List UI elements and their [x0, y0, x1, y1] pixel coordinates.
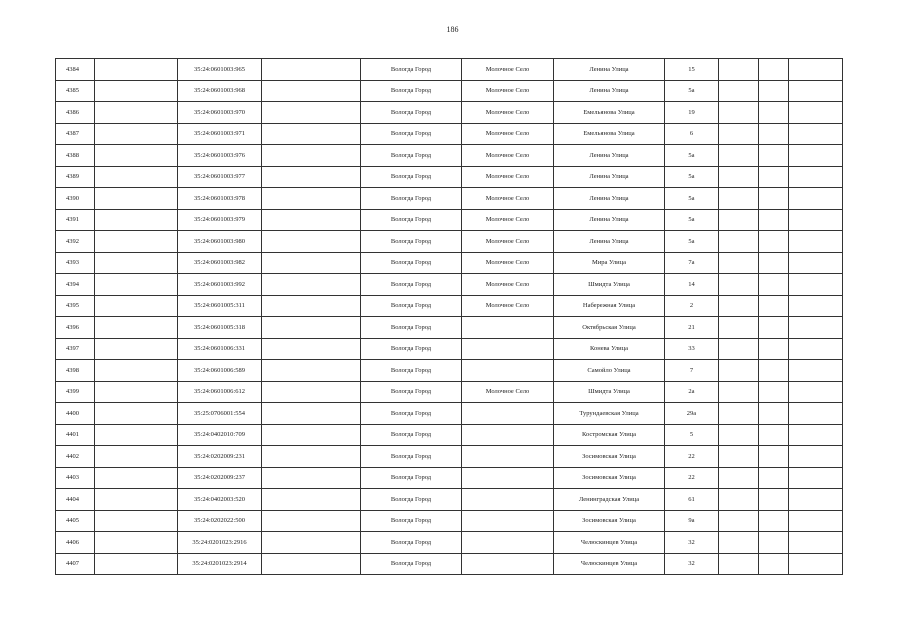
- row-number: 4387: [56, 123, 95, 145]
- empty-cell: [262, 424, 361, 446]
- empty-cell: [719, 360, 759, 382]
- street-cell: Емельянова Улица: [554, 123, 665, 145]
- empty-cell: [759, 317, 789, 339]
- locality-cell: Молочное Село: [462, 145, 554, 167]
- empty-cell: [95, 467, 178, 489]
- table-row: [56, 123, 843, 145]
- city-cell: Вологда Город: [361, 59, 462, 81]
- cadastral-number: 35:24:0601003:977: [178, 166, 262, 188]
- empty-cell: [759, 489, 789, 511]
- empty-cell: [789, 209, 843, 231]
- cadastral-number: 35:24:0601005:318: [178, 317, 262, 339]
- empty-cell: [95, 489, 178, 511]
- empty-cell: [759, 338, 789, 360]
- empty-cell: [789, 59, 843, 81]
- street-cell: Набережная Улица: [554, 295, 665, 317]
- empty-cell: [789, 317, 843, 339]
- locality-cell: Молочное Село: [462, 295, 554, 317]
- empty-cell: [719, 59, 759, 81]
- street-cell: Шмидта Улица: [554, 274, 665, 296]
- street-cell: Челюскинцев Улица: [554, 532, 665, 554]
- empty-cell: [95, 274, 178, 296]
- row-number: 4388: [56, 145, 95, 167]
- cadastral-number: 35:24:0601003:971: [178, 123, 262, 145]
- street-cell: Октябрьская Улица: [554, 317, 665, 339]
- row-number: 4399: [56, 381, 95, 403]
- city-cell: Вологда Город: [361, 338, 462, 360]
- empty-cell: [719, 145, 759, 167]
- city-cell: Вологда Город: [361, 80, 462, 102]
- empty-cell: [262, 166, 361, 188]
- row-number: 4406: [56, 532, 95, 554]
- table-row: [56, 467, 843, 489]
- table-row: [56, 424, 843, 446]
- cadastral-number: 35:24:0601003:978: [178, 188, 262, 210]
- house-cell: 15: [665, 59, 719, 81]
- cadastral-number: 35:24:0601003:979: [178, 209, 262, 231]
- empty-cell: [759, 424, 789, 446]
- street-cell: Конева Улица: [554, 338, 665, 360]
- street-cell: Ленинградская Улица: [554, 489, 665, 511]
- cadastral-number: 35:24:0201023:2914: [178, 553, 262, 575]
- empty-cell: [95, 145, 178, 167]
- empty-cell: [95, 59, 178, 81]
- locality-cell: Молочное Село: [462, 102, 554, 124]
- cadastral-number: 35:24:0601006:331: [178, 338, 262, 360]
- empty-cell: [262, 510, 361, 532]
- cadastral-number: 35:25:0706001:554: [178, 403, 262, 425]
- house-cell: 19: [665, 102, 719, 124]
- empty-cell: [262, 123, 361, 145]
- empty-cell: [262, 446, 361, 468]
- house-cell: 33: [665, 338, 719, 360]
- city-cell: Вологда Город: [361, 252, 462, 274]
- locality-cell: Молочное Село: [462, 274, 554, 296]
- street-cell: Ленина Улица: [554, 145, 665, 167]
- empty-cell: [719, 446, 759, 468]
- city-cell: Вологда Город: [361, 446, 462, 468]
- empty-cell: [789, 274, 843, 296]
- row-number: 4407: [56, 553, 95, 575]
- city-cell: Вологда Город: [361, 231, 462, 253]
- empty-cell: [759, 59, 789, 81]
- locality-cell: [462, 446, 554, 468]
- empty-cell: [719, 123, 759, 145]
- empty-cell: [262, 80, 361, 102]
- cadastral-number: 35:24:0601005:311: [178, 295, 262, 317]
- empty-cell: [262, 231, 361, 253]
- cadastral-number: 35:24:0601006:589: [178, 360, 262, 382]
- empty-cell: [759, 231, 789, 253]
- table-row: [56, 252, 843, 274]
- empty-cell: [719, 209, 759, 231]
- row-number: 4395: [56, 295, 95, 317]
- row-number: 4394: [56, 274, 95, 296]
- empty-cell: [95, 188, 178, 210]
- empty-cell: [759, 510, 789, 532]
- table-row: [56, 360, 843, 382]
- empty-cell: [95, 424, 178, 446]
- locality-cell: [462, 510, 554, 532]
- city-cell: Вологда Город: [361, 489, 462, 511]
- house-cell: 2: [665, 295, 719, 317]
- empty-cell: [262, 252, 361, 274]
- locality-cell: Молочное Село: [462, 123, 554, 145]
- empty-cell: [789, 295, 843, 317]
- cadastral-number: 35:24:0202022:500: [178, 510, 262, 532]
- street-cell: Мира Улица: [554, 252, 665, 274]
- locality-cell: [462, 360, 554, 382]
- empty-cell: [759, 166, 789, 188]
- locality-cell: Молочное Село: [462, 59, 554, 81]
- house-cell: 22: [665, 446, 719, 468]
- empty-cell: [719, 317, 759, 339]
- street-cell: Костромская Улица: [554, 424, 665, 446]
- table-row: [56, 510, 843, 532]
- empty-cell: [719, 338, 759, 360]
- street-cell: Шмидта Улица: [554, 381, 665, 403]
- empty-cell: [759, 381, 789, 403]
- street-cell: Ленина Улица: [554, 59, 665, 81]
- empty-cell: [759, 403, 789, 425]
- row-number: 4401: [56, 424, 95, 446]
- locality-cell: [462, 532, 554, 554]
- empty-cell: [759, 295, 789, 317]
- table-row: [56, 59, 843, 81]
- locality-cell: Молочное Село: [462, 231, 554, 253]
- house-cell: 5а: [665, 231, 719, 253]
- house-cell: 5: [665, 424, 719, 446]
- empty-cell: [789, 510, 843, 532]
- street-cell: Ленина Улица: [554, 188, 665, 210]
- street-cell: Ленина Улица: [554, 231, 665, 253]
- empty-cell: [262, 295, 361, 317]
- page-number: 186: [446, 25, 459, 34]
- empty-cell: [262, 338, 361, 360]
- locality-cell: [462, 338, 554, 360]
- empty-cell: [759, 209, 789, 231]
- street-cell: Самойло Улица: [554, 360, 665, 382]
- table-row: [56, 317, 843, 339]
- empty-cell: [719, 403, 759, 425]
- empty-cell: [719, 80, 759, 102]
- city-cell: Вологда Город: [361, 145, 462, 167]
- cadastral-number: 35:24:0601003:992: [178, 274, 262, 296]
- cadastral-number: 35:24:0601003:982: [178, 252, 262, 274]
- empty-cell: [759, 446, 789, 468]
- table-row: [56, 102, 843, 124]
- registry-table: [55, 58, 843, 575]
- table-row: [56, 381, 843, 403]
- empty-cell: [789, 489, 843, 511]
- cadastral-number: 35:24:0601006:612: [178, 381, 262, 403]
- empty-cell: [262, 102, 361, 124]
- table-row: [56, 188, 843, 210]
- table-row: [56, 274, 843, 296]
- cadastral-number: 35:24:0202009:231: [178, 446, 262, 468]
- table-row: [56, 403, 843, 425]
- empty-cell: [719, 188, 759, 210]
- row-number: 4392: [56, 231, 95, 253]
- empty-cell: [789, 102, 843, 124]
- city-cell: Вологда Город: [361, 381, 462, 403]
- house-cell: 7а: [665, 252, 719, 274]
- row-number: 4403: [56, 467, 95, 489]
- row-number: 4385: [56, 80, 95, 102]
- house-cell: 5а: [665, 188, 719, 210]
- empty-cell: [789, 123, 843, 145]
- empty-cell: [719, 381, 759, 403]
- street-cell: Турундаевская Улица: [554, 403, 665, 425]
- empty-cell: [262, 553, 361, 575]
- table-row: [56, 446, 843, 468]
- empty-cell: [759, 102, 789, 124]
- city-cell: Вологда Город: [361, 424, 462, 446]
- empty-cell: [262, 188, 361, 210]
- empty-cell: [719, 489, 759, 511]
- cadastral-number: 35:24:0202009:237: [178, 467, 262, 489]
- empty-cell: [789, 532, 843, 554]
- row-number: 4389: [56, 166, 95, 188]
- empty-cell: [759, 80, 789, 102]
- empty-cell: [719, 252, 759, 274]
- row-number: 4398: [56, 360, 95, 382]
- empty-cell: [719, 102, 759, 124]
- locality-cell: [462, 467, 554, 489]
- locality-cell: [462, 424, 554, 446]
- locality-cell: [462, 553, 554, 575]
- empty-cell: [759, 274, 789, 296]
- table-row: [56, 209, 843, 231]
- city-cell: Вологда Город: [361, 317, 462, 339]
- empty-cell: [95, 231, 178, 253]
- locality-cell: [462, 489, 554, 511]
- empty-cell: [262, 274, 361, 296]
- row-number: 4386: [56, 102, 95, 124]
- row-number: 4405: [56, 510, 95, 532]
- empty-cell: [719, 274, 759, 296]
- cadastral-number: 35:24:0601003:980: [178, 231, 262, 253]
- row-number: 4404: [56, 489, 95, 511]
- house-cell: 5а: [665, 166, 719, 188]
- cadastral-number: 35:24:0601003:970: [178, 102, 262, 124]
- empty-cell: [789, 553, 843, 575]
- empty-cell: [95, 403, 178, 425]
- street-cell: Ленина Улица: [554, 166, 665, 188]
- street-cell: Емельянова Улица: [554, 102, 665, 124]
- empty-cell: [719, 510, 759, 532]
- empty-cell: [262, 145, 361, 167]
- cadastral-number: 35:24:0601003:976: [178, 145, 262, 167]
- empty-cell: [789, 188, 843, 210]
- house-cell: 14: [665, 274, 719, 296]
- empty-cell: [95, 166, 178, 188]
- registry-rows: [56, 59, 843, 575]
- city-cell: Вологда Город: [361, 360, 462, 382]
- locality-cell: [462, 317, 554, 339]
- empty-cell: [789, 403, 843, 425]
- empty-cell: [262, 532, 361, 554]
- empty-cell: [759, 467, 789, 489]
- empty-cell: [262, 467, 361, 489]
- house-cell: 2а: [665, 381, 719, 403]
- empty-cell: [759, 123, 789, 145]
- empty-cell: [719, 231, 759, 253]
- empty-cell: [262, 381, 361, 403]
- empty-cell: [759, 188, 789, 210]
- row-number: 4400: [56, 403, 95, 425]
- house-cell: 21: [665, 317, 719, 339]
- city-cell: Вологда Город: [361, 532, 462, 554]
- empty-cell: [262, 209, 361, 231]
- street-cell: Ленина Улица: [554, 80, 665, 102]
- city-cell: Вологда Город: [361, 510, 462, 532]
- table-row: [56, 166, 843, 188]
- locality-cell: Молочное Село: [462, 166, 554, 188]
- house-cell: 61: [665, 489, 719, 511]
- table-row: [56, 295, 843, 317]
- table-row: [56, 145, 843, 167]
- street-cell: Челюскинцев Улица: [554, 553, 665, 575]
- house-cell: 5а: [665, 145, 719, 167]
- empty-cell: [759, 532, 789, 554]
- empty-cell: [95, 80, 178, 102]
- row-number: 4384: [56, 59, 95, 81]
- city-cell: Вологда Город: [361, 209, 462, 231]
- table-row: [56, 80, 843, 102]
- row-number: 4402: [56, 446, 95, 468]
- empty-cell: [95, 381, 178, 403]
- house-cell: 5а: [665, 209, 719, 231]
- city-cell: Вологда Город: [361, 403, 462, 425]
- empty-cell: [719, 424, 759, 446]
- empty-cell: [95, 338, 178, 360]
- street-cell: Ленина Улица: [554, 209, 665, 231]
- house-cell: 29а: [665, 403, 719, 425]
- table-row: [56, 338, 843, 360]
- house-cell: 7: [665, 360, 719, 382]
- city-cell: Вологда Город: [361, 166, 462, 188]
- city-cell: Вологда Город: [361, 188, 462, 210]
- empty-cell: [262, 403, 361, 425]
- locality-cell: Молочное Село: [462, 381, 554, 403]
- empty-cell: [95, 446, 178, 468]
- empty-cell: [262, 59, 361, 81]
- empty-cell: [789, 381, 843, 403]
- empty-cell: [789, 360, 843, 382]
- table-row: [56, 231, 843, 253]
- city-cell: Вологда Город: [361, 102, 462, 124]
- empty-cell: [789, 252, 843, 274]
- empty-cell: [95, 123, 178, 145]
- empty-cell: [95, 209, 178, 231]
- locality-cell: Молочное Село: [462, 80, 554, 102]
- empty-cell: [759, 553, 789, 575]
- empty-cell: [95, 532, 178, 554]
- empty-cell: [95, 317, 178, 339]
- city-cell: Вологда Город: [361, 123, 462, 145]
- empty-cell: [719, 532, 759, 554]
- house-cell: 6: [665, 123, 719, 145]
- row-number: 4396: [56, 317, 95, 339]
- locality-cell: [462, 403, 554, 425]
- empty-cell: [789, 145, 843, 167]
- empty-cell: [789, 446, 843, 468]
- city-cell: Вологда Город: [361, 553, 462, 575]
- empty-cell: [759, 252, 789, 274]
- empty-cell: [95, 102, 178, 124]
- empty-cell: [719, 553, 759, 575]
- empty-cell: [95, 295, 178, 317]
- empty-cell: [789, 231, 843, 253]
- row-number: 4397: [56, 338, 95, 360]
- street-cell: Зосимовская Улица: [554, 467, 665, 489]
- cadastral-number: 35:24:0201023:2916: [178, 532, 262, 554]
- street-cell: Зосимовская Улица: [554, 446, 665, 468]
- empty-cell: [759, 145, 789, 167]
- empty-cell: [759, 360, 789, 382]
- empty-cell: [95, 553, 178, 575]
- house-cell: 32: [665, 553, 719, 575]
- locality-cell: Молочное Село: [462, 209, 554, 231]
- house-cell: 32: [665, 532, 719, 554]
- cadastral-number: 35:24:0402010:709: [178, 424, 262, 446]
- empty-cell: [95, 360, 178, 382]
- empty-cell: [789, 166, 843, 188]
- empty-cell: [719, 467, 759, 489]
- empty-cell: [789, 467, 843, 489]
- empty-cell: [719, 166, 759, 188]
- street-cell: Зосимовская Улица: [554, 510, 665, 532]
- empty-cell: [789, 338, 843, 360]
- table-row: [56, 553, 843, 575]
- house-cell: 22: [665, 467, 719, 489]
- empty-cell: [719, 295, 759, 317]
- locality-cell: Молочное Село: [462, 252, 554, 274]
- table-row: [56, 532, 843, 554]
- city-cell: Вологда Город: [361, 295, 462, 317]
- empty-cell: [262, 489, 361, 511]
- row-number: 4393: [56, 252, 95, 274]
- empty-cell: [789, 424, 843, 446]
- table-row: [56, 489, 843, 511]
- cadastral-number: 35:24:0402003:520: [178, 489, 262, 511]
- empty-cell: [262, 317, 361, 339]
- locality-cell: Молочное Село: [462, 188, 554, 210]
- empty-cell: [95, 252, 178, 274]
- house-cell: 9а: [665, 510, 719, 532]
- house-cell: 5а: [665, 80, 719, 102]
- city-cell: Вологда Город: [361, 274, 462, 296]
- city-cell: Вологда Город: [361, 467, 462, 489]
- cadastral-number: 35:24:0601003:968: [178, 80, 262, 102]
- empty-cell: [262, 360, 361, 382]
- row-number: 4391: [56, 209, 95, 231]
- empty-cell: [95, 510, 178, 532]
- row-number: 4390: [56, 188, 95, 210]
- cadastral-number: 35:24:0601003:965: [178, 59, 262, 81]
- empty-cell: [789, 80, 843, 102]
